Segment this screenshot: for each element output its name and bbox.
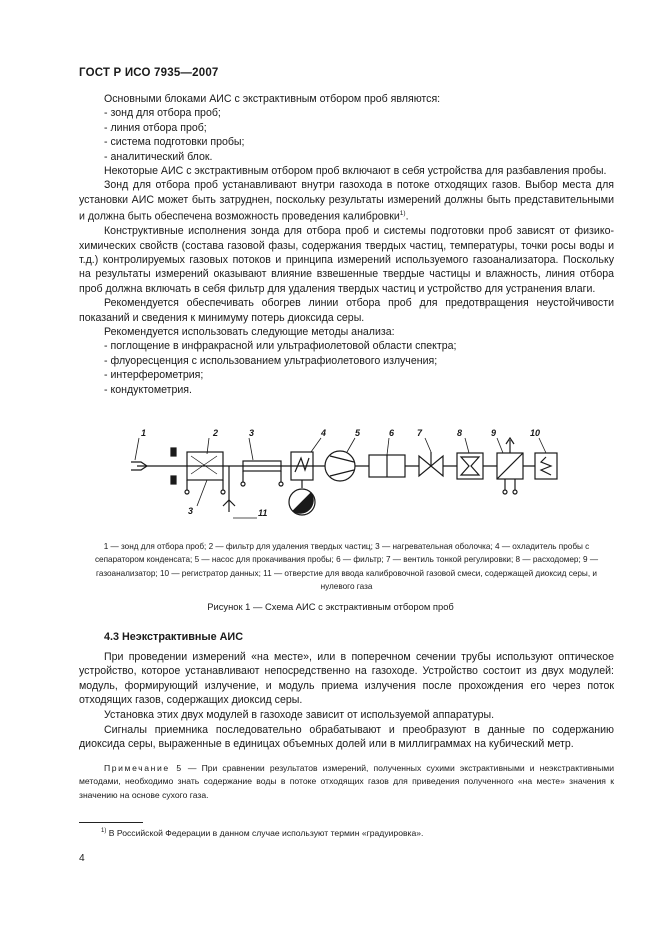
label-8: 8 bbox=[457, 428, 463, 438]
leader-6 bbox=[387, 438, 389, 455]
paragraph: Некоторые АИС с экстрактивным отбором проб включают в себя устройства для разбавления пробы. bbox=[104, 165, 607, 178]
leader-9 bbox=[497, 438, 503, 453]
leader-1 bbox=[135, 438, 139, 460]
duct-wall bbox=[171, 476, 176, 484]
terminal bbox=[221, 490, 225, 494]
footnote bbox=[101, 828, 423, 838]
leader-5 bbox=[347, 438, 355, 452]
paragraph: Рекомендуется обеспечивать обогрев линии отбора проб для предотвращения неустойчивости показаний и сведения к минимуму потерь диоксида серы. bbox=[79, 297, 614, 324]
pump-symbol bbox=[325, 451, 355, 481]
footnote-mark: 1) bbox=[101, 828, 107, 835]
label-2: 2 bbox=[213, 428, 219, 438]
terminal bbox=[513, 490, 517, 494]
leader-10 bbox=[539, 438, 546, 453]
label-3b: 3 bbox=[249, 428, 255, 438]
label-10: 10 bbox=[530, 428, 541, 438]
duct-wall bbox=[171, 448, 176, 456]
list-item: - аналитический блок. bbox=[104, 150, 213, 163]
figure-legend: 1 — зонд для отбора проб; 2 — фильтр для удаления твердых частиц; 3 — нагревательная оболочка; 4 — охладитель пробы с сепаратором конденсата; 5 — насос для прокачивания пробы; 6 — фильтр; 7 — вентиль тонкой регулировки; 8 — расходомер; 9 — газоанализатор; 10 — регистратор данных; 11 — отверстие для ввода калибровочной газовой смеси, содержащей диоксид серы, и нулевого газа bbox=[94, 542, 599, 592]
terminal bbox=[185, 490, 189, 494]
note-label: Примечание 5 bbox=[104, 762, 183, 773]
footnote-ref: 1) bbox=[399, 210, 406, 218]
recorder-box bbox=[535, 453, 557, 479]
leader-3 bbox=[197, 480, 207, 506]
document-header: ГОСТ Р ИСО 7935—2007 bbox=[79, 67, 219, 79]
list-item: - кондуктометрия. bbox=[104, 383, 192, 396]
leader-8 bbox=[465, 438, 469, 453]
leader-4 bbox=[311, 438, 321, 452]
list-item: - поглощение в инфракрасной или ультрафиолетовой области спектра; bbox=[104, 340, 457, 353]
section-heading: 4.3 Неэкстрактивные АИС bbox=[104, 631, 243, 643]
label-11: 11 bbox=[258, 508, 268, 518]
paragraph: Сигналы приемника последовательно обрабатывают и преобразуют в данные по содержанию диоксида серы, выраженные в единицах объемных долей или в миллиграммах на кубический метр. bbox=[79, 723, 614, 751]
paragraph: Установка этих двух модулей в газоходе зависит от используемой аппаратуры. bbox=[104, 708, 495, 721]
label-7: 7 bbox=[417, 428, 423, 438]
label-9: 9 bbox=[491, 428, 497, 438]
terminal bbox=[241, 482, 245, 486]
leader-7 bbox=[425, 438, 431, 452]
page-number: 4 bbox=[79, 853, 85, 864]
section-4-3 bbox=[79, 630, 614, 802]
paragraph: При проведении измерений «на месте», или в поперечном сечении трубы используют оптическое устройство, которое устанавливают непосредственно на газоходе. Устройство состоит из двух модулей: модуль, формирующий излучение, и модуль приема излучения после прохождения его через поток отходящих газов, содержащих диоксид серы. bbox=[79, 650, 614, 707]
footnote-text: В Российской Федерации в данном случае используют термин «градуировка». bbox=[106, 828, 424, 838]
cooler-coil bbox=[295, 458, 309, 472]
figure-title: Рисунок 1 — Схема АИС с экстрактивным отбором проб bbox=[207, 601, 454, 612]
note-text: — При сравнении результатов измерений, полученных сухими экстрактивными и неэкстрактивными методами, необходимо знать содержание воды в потоке отходящих газов для приведения полученного «на месте» значения к значению на основе сухого газа. bbox=[79, 762, 614, 800]
paragraph-text: Зонд для отбора проб устанавливают внутри газохода в потоке отходящих газов. Выбор места для установки АИС может быть затруднен, поскольку результаты измерений должны быть представительными и должна быть обеспечена возможность проведения калибровки bbox=[79, 179, 614, 223]
list-item: - система подготовки пробы; bbox=[104, 136, 245, 149]
label-4: 4 bbox=[321, 428, 327, 438]
list-item: - зонд для отбора проб; bbox=[104, 107, 221, 120]
footnote-divider bbox=[79, 822, 143, 823]
paragraph: Рекомендуется использовать следующие методы анализа: bbox=[104, 326, 395, 339]
list-item: - флуоресценция с использованием ультрафиолетового излучения; bbox=[104, 354, 438, 367]
leader-3b bbox=[249, 438, 253, 460]
label-3: 3 bbox=[188, 506, 194, 516]
terminal bbox=[279, 482, 283, 486]
paragraph: Конструктивные исполнения зонда для отбора проб и системы подготовки проб зависят от физико-химических свойств (состава газовой фазы, содержания твердых частиц, температуры, точки росы воды и т.д.) контролируемых газовых потоков и принципа измерений используемого газоанализатора. Поскольку на результаты измерений оказывают влияние взвешенные твердые частицы и влажность, линия отбора проб должна включать в себя фильтр для удаления твердых частиц и устройство для устранения влаги. bbox=[79, 225, 614, 295]
ais-schematic-diagram bbox=[125, 422, 565, 530]
label-6: 6 bbox=[389, 428, 395, 438]
paragraph bbox=[79, 178, 614, 224]
terminal bbox=[503, 490, 507, 494]
separator-fill bbox=[293, 493, 313, 513]
body-text bbox=[79, 92, 614, 397]
label-5: 5 bbox=[355, 428, 361, 438]
label-1: 1 bbox=[141, 428, 147, 438]
list-item: - линия отбора проб; bbox=[104, 121, 207, 134]
paragraph-end: . bbox=[405, 210, 409, 223]
note bbox=[79, 762, 614, 802]
list-item: - интерферометрия; bbox=[104, 369, 204, 382]
intro-paragraph: Основными блоками АИС с экстрактивным отбором проб являются: bbox=[104, 93, 441, 105]
